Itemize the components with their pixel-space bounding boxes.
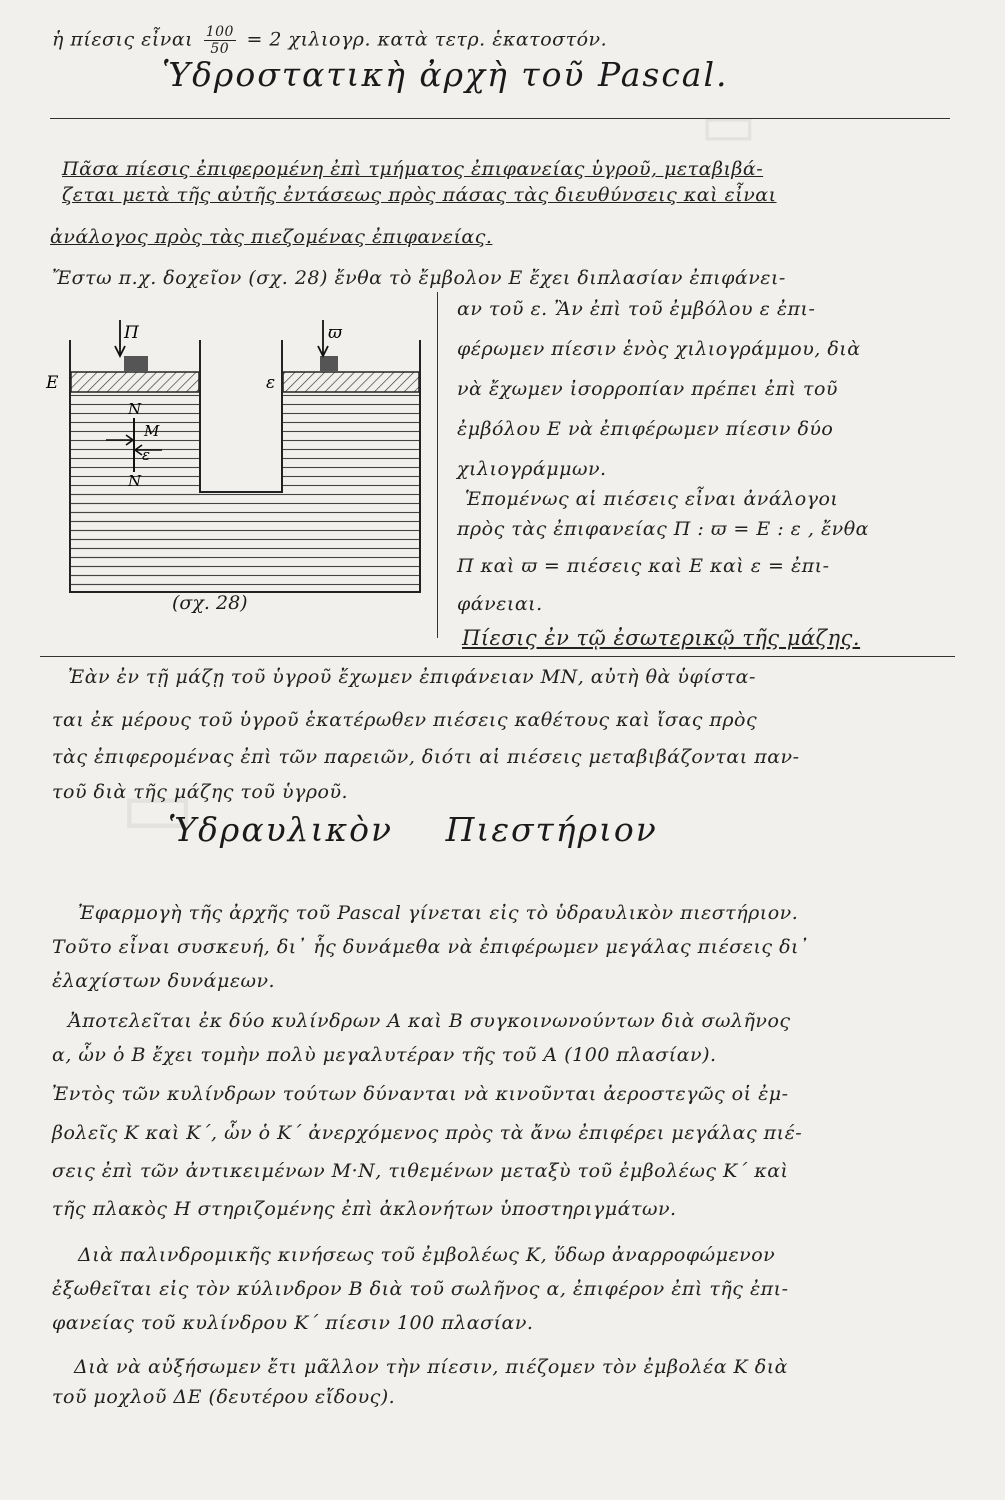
example-right-line: ἐμβόλου Ε νὰ ἐπιφέρωμεν πίεσιν δύο	[457, 418, 834, 440]
piston-large-E	[71, 372, 199, 392]
top-line	[52, 24, 607, 57]
pascal-rule-line: ζεται μετὰ τῆς αὐτῆς ἐντάσεως πρὸς πάσας τὰς διευθύνσεις καὶ εἶναι	[62, 184, 777, 206]
title-underline	[50, 118, 950, 119]
press-para-4-line: Διὰ παλινδρομικῆς κινήσεως τοῦ ἐμβολέως Κ, ὕδωρ ἀναρροφώμενον	[78, 1244, 776, 1266]
fraction	[204, 24, 236, 57]
example-right-line: χιλιογράμμων.	[457, 458, 607, 480]
label-E: Ε	[46, 373, 59, 393]
top-line-text-before: ἡ πίεσις εἶναι	[52, 28, 194, 51]
press-para-1-line: Ἐφαρμογὴ τῆς ἀρχῆς τοῦ Pascal γίνεται εἰς τὸ ὑδραυλικὸν πιεστήριον.	[78, 902, 799, 924]
pascal-rule-line: Πᾶσα πίεσις ἐπιφερομένη ἐπὶ τμήματος ἐπιφανείας ὑγροῦ, μεταβιβά-	[62, 158, 764, 180]
press-para-3-line: Ἐντὸς τῶν κυλίνδρων τούτων δύνανται νὰ κινοῦνται ἀεροστεγῶς οἱ ἐμ-	[52, 1083, 789, 1105]
press-para-3-line: τῆς πλακὸς Η στηριζομένης ἐπὶ ἀκλονήτων ὑποστηριγμάτων.	[52, 1198, 677, 1220]
label-N-bottom: Ν	[128, 472, 142, 490]
press-para-5-line: τοῦ μοχλοῦ ΔΕ (δευτέρου εἴδους).	[52, 1386, 396, 1408]
press-para-3-line: σεις ἐπὶ τῶν ἀντικειμένων Μ·Ν, τιθεμένων μεταξὺ τοῦ ἐμβολέως Κ΄ καὶ	[52, 1160, 789, 1182]
mass-text-line: Ἐὰν ἐν τῇ μάζῃ τοῦ ὑγροῦ ἔχωμεν ἐπιφάνειαν ΜΝ, αὐτὴ θὰ ὑφίστα-	[68, 666, 756, 688]
weight-on-E	[124, 356, 148, 372]
example-line: Ἔστω π.χ. δοχεῖον (σχ. 28) ἔνθα τὸ ἔμβολον Ε ἔχει διπλασίαν ἐπιφάνει-	[52, 267, 786, 289]
title-hydraulic-press: Ὑδραυλικὸν Πιεστήριον	[168, 810, 658, 849]
press-para-3-line: βολεῖς Κ καὶ Κ΄, ὧν ὁ Κ΄ ἀνερχόμενος πρὸς τὰ ἄνω ἐπιφέρει μεγάλας πιέ-	[52, 1122, 803, 1144]
fraction-denominator: 50	[210, 41, 230, 57]
mass-text-line: τοῦ διὰ τῆς μάζης τοῦ ὑγροῦ.	[52, 781, 349, 803]
example-right-line: Π καὶ ϖ = πιέσεις καὶ Ε καὶ ε = ἐπι-	[457, 555, 830, 577]
press-para-4-line: φανείας τοῦ κυλίνδρου Κ΄ πίεσιν 100 πλασίαν.	[52, 1312, 534, 1334]
label-e: ε	[266, 373, 276, 393]
press-para-2-line: Ἀποτελεῖται ἐκ δύο κυλίνδρων Α καὶ Β συγκοινωνούντων διὰ σωλῆνος	[68, 1010, 791, 1032]
weight-on-e	[320, 356, 338, 372]
pascal-rule-line: ἀνάλογος πρὸς τὰς πιεζομένας ἐπιφανείας.	[50, 226, 493, 248]
fraction-numerator: 100	[205, 24, 234, 40]
press-para-5-line: Διὰ νὰ αὐξήσωμεν ἔτι μᾶλλον τὴν πίεσιν, πιέζομεν τὸν ἐμβολέα Κ διὰ	[74, 1356, 789, 1378]
example-right-line: Ἑπομένως αἱ πιέσεις εἶναι ἀνάλογοι	[465, 488, 839, 510]
press-para-1-line: Τοῦτο εἶναι συσκευή, δι᾽ ἧς δυνάμεθα νὰ ἐπιφέρωμεν μεγάλας πιέσεις δι᾽	[52, 936, 809, 958]
bleed-through-mark: ▭	[700, 90, 757, 160]
figure-caption: (σχ. 28)	[172, 592, 248, 614]
label-P: Π	[124, 323, 139, 343]
example-right-line: νὰ ἔχωμεν ἰσορροπίαν πρέπει ἐπὶ τοῦ	[457, 378, 838, 400]
label-N-top: Ν	[128, 400, 142, 418]
example-right-line: φάνειαι.	[457, 593, 543, 615]
press-para-2-line: α, ὧν ὁ Β ἔχει τομὴν πολὺ μεγαλυτέραν τῆς τοῦ Α (100 πλασίαν).	[52, 1044, 717, 1066]
label-e-inner: ε	[142, 446, 151, 464]
bleed-through-mark: ▭	[120, 760, 196, 853]
label-M: Μ	[144, 422, 160, 440]
example-right-line: φέρωμεν πίεσιν ἑνὸς χιλιογράμμου, διὰ	[457, 338, 861, 360]
press-para-4-line: ἐξωθεῖται εἰς τὸν κύλινδρον Β διὰ τοῦ σωλῆνος α, ἐπιφέρον ἐπὶ τῆς ἐπι-	[52, 1278, 789, 1300]
liquid-right-column	[282, 392, 420, 492]
example-right-line: αν τοῦ ε. Ἂν ἐπὶ τοῦ ἐμβόλου ε ἐπι-	[457, 298, 816, 320]
example-right-line: πρὸς τὰς ἐπιφανείας Π : ϖ = Ε : ε , ἔνθα	[457, 518, 869, 540]
title-pascal-principle: Ὑδροστατικὴ ἀρχὴ τοῦ Pascal.	[162, 55, 729, 94]
press-para-1-line: ἐλαχίστων δυνάμεων.	[52, 970, 276, 992]
figure-text-separator	[437, 292, 438, 638]
subtitle-pressure-in-mass: Πίεσις ἐν τῷ ἐσωτερικῷ τῆς μάζης.	[462, 626, 861, 650]
mass-text-line: τὰς ἐπιφερομένας ἐπὶ τῶν παρειῶν, διότι αἱ πιέσεις μεταβιβάζονται παν-	[52, 746, 800, 768]
liquid-connecting-base	[70, 492, 420, 592]
top-line-text-after: = 2 χιλιογρ. κατὰ τετρ. ἑκατοστόν.	[246, 28, 608, 51]
figure-28-communicating-vessel	[40, 310, 440, 640]
piston-small-e	[283, 372, 419, 392]
mass-text-line: ται ἐκ μέρους τοῦ ὑγροῦ ἑκατέρωθεν πιέσεις καθέτους καὶ ἴσας πρὸς	[52, 709, 758, 731]
label-w: ϖ	[328, 323, 342, 343]
vessel-inner-wall	[200, 340, 282, 492]
section-divider	[40, 656, 955, 657]
